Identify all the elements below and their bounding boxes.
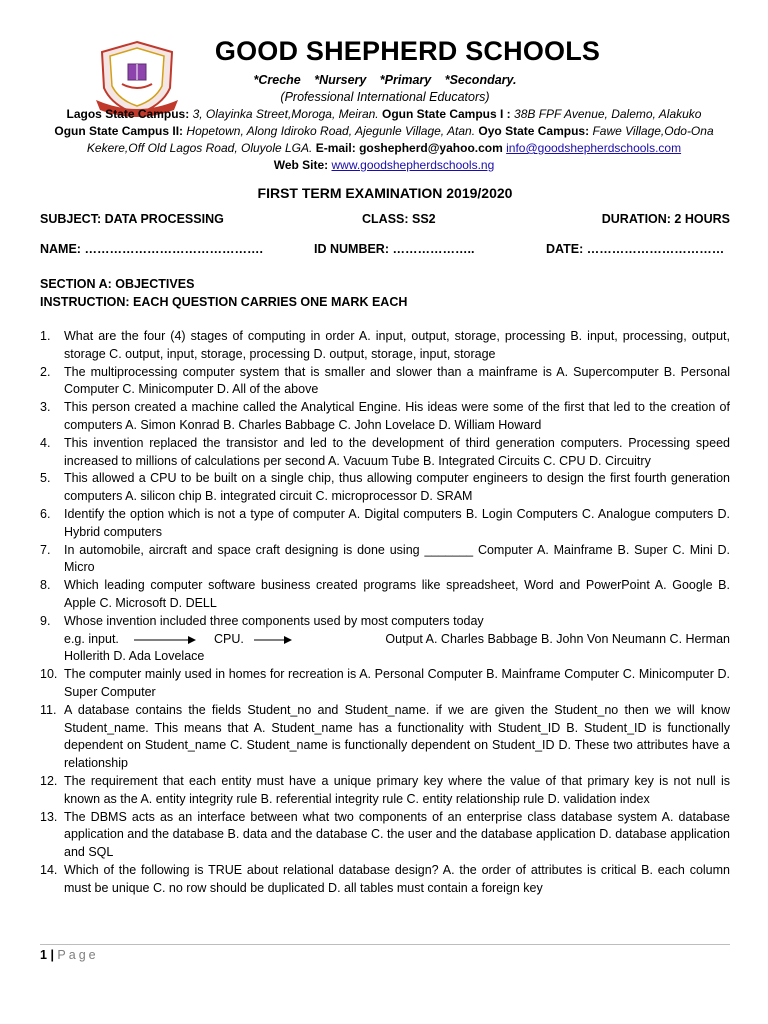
class: CLASS: SS2 (362, 212, 436, 226)
question-item: 10. The computer mainly used in homes for recreation is A. Personal Computer B. Mainframe Computer C. Minicomputer D. Super Computer (40, 667, 730, 699)
website-link[interactable]: www.goodshepherdschools.ng (331, 158, 495, 172)
exam-title: FIRST TERM EXAMINATION 2019/2020 (257, 185, 513, 201)
question-item: 12. The requirement that each entity must have a unique primary key where the value of that primary key is not null is known as the A. entity integrity rule B. referential integrity rule C. entity relationship rule D. validation index (40, 773, 730, 806)
question-item: 14. Which of the following is TRUE about relational database design? A. the order of attributes is critical B. each column must be unique C. no row should be duplicated D. all tables must contain a foreign key (40, 862, 730, 895)
question-item: 2. The multiprocessing computer system that is smaller and slower than a mainframe is A. Supercomputer B. Personal Computer C. Minicomputer D. All of the above (40, 364, 730, 397)
email-value: goshepherd@yahoo.com (359, 141, 503, 155)
question-item: 5. This allowed a CPU to be built on a single chip, thus allowing computer engineers to design the first fourth generation computers A. silicon chip B. integrated circuit C. microprocessor D. SRAM (40, 471, 730, 504)
website-label: Web Site: (273, 158, 329, 172)
question-item: 11. A database contains the fields Student_no and Student_name. if we are given the Student_no then we will know Student_name. This means that A. Student_name has a functionality with Student_ID B. Student_ID is functionally dependent on Student_name C. Student_name is functionally dependent on Student_ID D. These two attributes have a relationship (40, 702, 730, 771)
arrow-right-icon (134, 635, 196, 645)
question-item: 6. Identify the option which is not a type of computer A. Digital computers B. Login Computers C. Analogue computers D. Hybrid computers (40, 506, 730, 539)
eg-input-text: e.g. input. (64, 631, 119, 646)
name-field: NAME: ……………………………………. (40, 242, 263, 256)
lagos-address: 3, Olayinka Street,Moroga, Meiran. (192, 107, 379, 121)
ogun2-label: Ogun State Campus II: (54, 124, 184, 138)
ogun2-address: Hopetown, Along Idiroko Road, Ajegunle Village, Atan. (186, 124, 476, 138)
ogun1-label: Ogun State Campus I : (382, 107, 511, 121)
email-link[interactable]: info@goodshepherdschools.com (506, 141, 682, 155)
page-number: 1 (40, 948, 47, 962)
school-motto: (Professional International Educators) (280, 90, 490, 104)
student-info-row (40, 242, 730, 258)
question-item: 1. What are the four (4) stages of computing in order A. input, output, storage, processing B. input, processing, output, storage C. output, input, storage, processing D. output, storage, input, storage (40, 329, 730, 361)
question-item: 8. Which leading computer software business created programs like spreadsheet, Word and PowerPoint A. Google B. Apple C. Microsoft D. DELL (40, 578, 730, 610)
campus-addresses (30, 106, 738, 174)
cpu-text: CPU. (214, 631, 244, 646)
question-item: 13. The DBMS acts as an interface between what two components of an enterprise class database system A. database application and the database B. data and the database C. the user and the database application D. database application and SQL (40, 809, 730, 860)
section-title: SECTION A: OBJECTIVES (40, 277, 195, 291)
ogun1-address: 38B FPF Avenue, Dalemo, Alakuko (514, 107, 702, 121)
exam-info-row (40, 212, 730, 228)
id-number-field: ID NUMBER: ……………….. (314, 242, 475, 256)
duration: DURATION: 2 HOURS (601, 212, 730, 226)
footer-divider (40, 944, 730, 945)
page-label: Page (57, 948, 99, 962)
question-item: 7. In automobile, aircraft and space craft designing is done using _______ Computer A. Mainframe B. Super C. Mini D. Micro (40, 542, 730, 575)
lagos-label: Lagos State Campus: (66, 107, 190, 121)
school-name: GOOD SHEPHERD SCHOOLS (214, 36, 601, 66)
subject: SUBJECT: DATA PROCESSING (40, 212, 224, 226)
question-item: 3. This person created a machine called the Analytical Engine. His ideas were some of the first that led to the creation of computers A. Simon Konrad B. Charles Babbage C. John Lovelace D. William Howard (40, 400, 730, 432)
question-item: 9. Whose invention included three components used by most computers today e.g. input. CPU. Output A. Charles Babbage B. John Von Neumann C. Herman Hollerith D. Ada Lovelace (40, 613, 730, 664)
school-tagline: *Creche *Nursery *Primary *Secondary. (253, 73, 517, 87)
oyo-address: Fawe Village,Odo-Ona Kekere,Off Old Lagos Road, Oluyole LGA. (86, 124, 714, 155)
io-diagram-line (64, 631, 730, 649)
output-options-text: Output A. Charles Babbage B. John Von Neumann C. Herman (385, 631, 730, 646)
email-label: E-mail: (315, 141, 356, 155)
date-field: DATE: …………………………… (546, 242, 725, 256)
page-footer (40, 948, 99, 962)
section-instruction: INSTRUCTION: EACH QUESTION CARRIES ONE MARK EACH (40, 295, 408, 309)
page-separator: | (50, 948, 54, 962)
question-item: 4. This invention replaced the transistor and led to the development of third generation computers. Processing speed increased to millions of calculations per second A. Vacuum Tube B. Integrated Circuits C. CPU D. Circuitry (40, 435, 730, 468)
arrow-right-icon (254, 635, 292, 645)
question-list (40, 328, 730, 898)
oyo-label: Oyo State Campus: (478, 124, 590, 138)
